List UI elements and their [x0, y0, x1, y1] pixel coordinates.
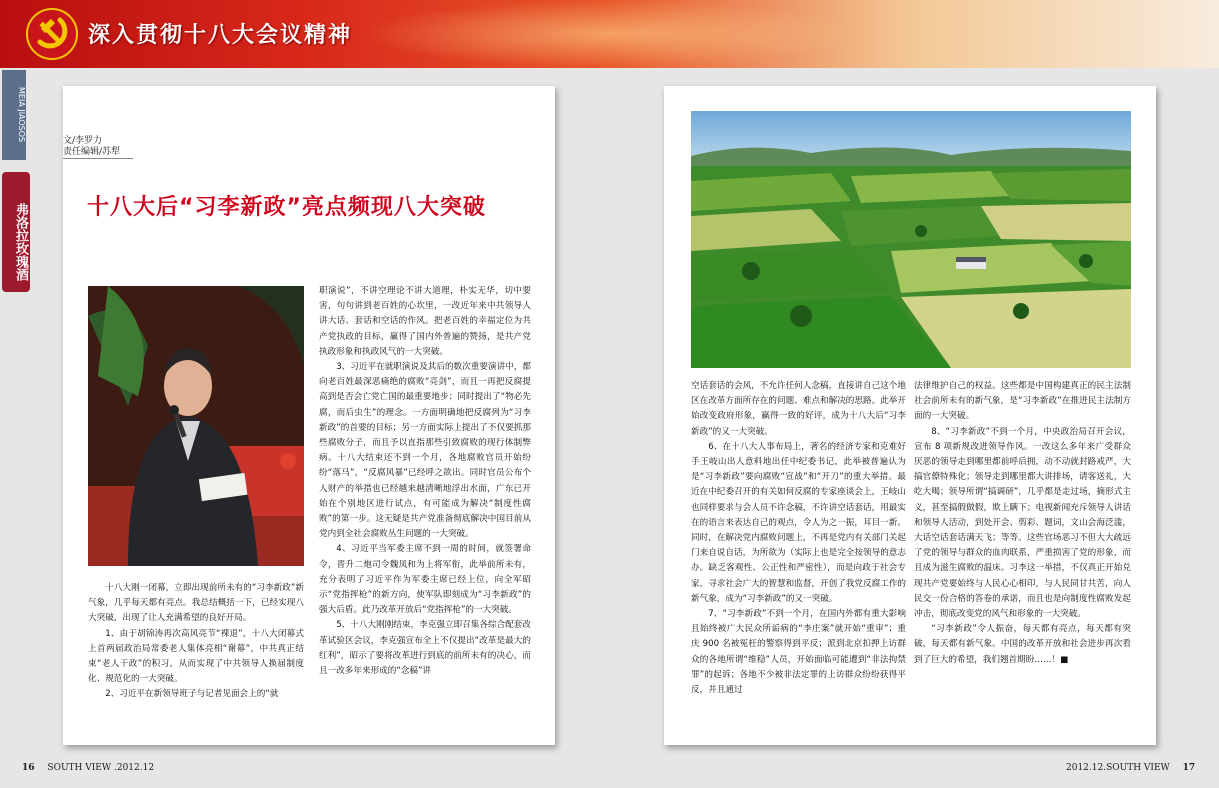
- column-side-tab: 弗洛拉玫瑰酒: [2, 172, 30, 292]
- paragraph: 8、“习李新政”不到一个月，中央政治局召开会议，宣布 8 项新规改进领导作风。一改这么多年来广受群众厌恶的领导走到哪里都前呼后拥，动不动就封路戒严，大搞官僚特殊化；领导走到哪里都大讲排场，请客送礼，大吃大喝；领导所谓“搞调研”，几乎都是走过场，摘形式主义，甚至搞假做假，欺上瞒下；电视新闻充斥领导人讲话和领导人活动，到处开会、剪彩、题词，文山会海泛滥，大话空话套话满天飞；等等。这些官场恶习不但大大疏远了党的领导与群众的血肉联系，严重损害了党的形象，而且成为滋生腐败的温床。习李这一举措，不仅真正开始兑现共产党要始终与人民心心相印，与人民同甘共苦，向人民交一份合格的答卷的承诺，而且也是向制度性腐败发起冲击，彻底改变党的风气和形象的一大突破。: [914, 426, 1131, 620]
- paragraph: 法律维护自己的权益。这些都是中国构建真正的民主法制社会前所未有的新气象，是“习李新政”在推进民主法制方面的一大突破。: [914, 381, 1131, 422]
- paragraph: 职演说”，不讲空理论不讲大道理，朴实无华，切中要害，句句讲到老百姓的心坎里，一改近年来中共领导人讲大话、套话和空话的作风。把老百姓的幸福定位为共产党执政的目标，赢得了国内外普遍的赞扬，是共产党执政形象和执政风气的一大突破。: [319, 286, 531, 357]
- paragraph: 3、习近平在就职演说及其后的数次重要演讲中，都向老百姓最深恶痛绝的腐败“亮剑”，而且一再把反腐提高到是否会亡党亡国的最重要地步；同时提出了“物必先腐，而后虫生”的理念。一方面明确地把反腐列为“习李新政”的首要的目标；另一方面实际上提出了不仅要抓那些腐败分子，而且予以直指那些引致腐败的现行体制弊病。十八大结束还不到一个月，各地腐败官员开始纷纷“落马”，“反腐风暴”已经呼之欲出。同时官员公布个人财产的举措也已经越来越清晰地浮出水面，广东已开始在个别地区进行试点，有可能成为解决“制度性腐败”的第一步。这无疑是共产党准备彻底解决中国目前从党内到全社会腐败丛生问题的一大突破。: [319, 362, 531, 540]
- left-magazine-name: SOUTH VIEW .2012.12: [47, 763, 155, 773]
- right-page-number: 17: [1182, 763, 1196, 773]
- farmland-illustration: [691, 111, 1131, 368]
- banner-title: 深入贯彻十八大会议精神: [88, 23, 353, 48]
- left-page-number: 16: [22, 763, 35, 773]
- paragraph: 十八大刚一闭幕，立即出现前所未有的“习李新政”新气象，几乎每天都有亮点。我总结概括一下，已经实现八大突破，出现了让人充满希望的良好开局。: [88, 583, 304, 624]
- right-column-2: [914, 379, 1131, 668]
- left-page: [63, 86, 555, 745]
- paragraph: 4、习近平当军委主席不到一周的时间，就签署命令，晋升二炮司令魏凤和为上将军衔，此举前所未有，充分表明了习近平作为军委主席已经上位，向全军昭示“党指挥枪”的新方向，使军队即刻成为“习李新政”的强大后盾。此乃改革开放后“党指挥枪”的一大突破。: [319, 544, 531, 616]
- speaker-photo: [88, 286, 304, 566]
- article-headline: 十八大后“习李新政”亮点频现八大突破: [87, 195, 486, 220]
- editor: 责任编辑/苏犁: [63, 147, 121, 157]
- paragraph: 6、在十八大人事布局上，著名的经济专家和克难好手王岐山出人意料地出任中纪委书记，此举被普遍认为是“习李新政”要向腐败“宣战”和“开刀”的重大举措。最近在中纪委召开的有关如何反腐的专家座谈会上，王岐山也同样要求与会人员不许念稿，不许讲空话套话，用最实在的语言来表达自己的观点，令人为之一振，耳目一新。同时，在解决党内腐败问题上，不再是党内有关部门关起门来自说自话，为所欲为（实际上也是完全按领导的意志办。缺乏客观性、公正性和严密性），而是向政于社会专家，寻求社会广大的智慧和监督，开创了我党反腐工作的新气象，成为“习李新政”的又一突破。: [691, 441, 906, 604]
- right-column-1: [691, 379, 906, 698]
- paragraph: 7、“习李新政”不到一个月，在国内外都有重大影响且始终被广大民众所诟病的“李庄案”就开始“重审”；重庆 900 名被冤枉的警察得到平反；派到北京扣押上访群众的各地所谓“维稳”人员，开始面临可能遭到“非法拘禁罪”的起诉；各地不少被非法定罪的上访群众纷纷获得平反，并且通过: [691, 609, 906, 696]
- hammer-sickle-emblem-icon: [24, 6, 80, 62]
- right-magazine-name: 2012.12.SOUTH VIEW: [1066, 763, 1170, 773]
- paragraph: 2、习近平在新领导班子与记者见面会上的“就: [105, 689, 279, 700]
- left-column-1: [88, 581, 304, 703]
- author: 文/李罗力: [63, 136, 103, 146]
- paragraph: 1、由于胡锦涛再次高风亮节“裸退”，十八大闭幕式上首两届政治局常委老人集体亮相“谢幕”，中共真正结束“老人干政”的积习，从而实现了中共领导人换届制度化、规范化的一大突破。: [88, 628, 304, 685]
- paragraph: 5、十八大刚刚结束，李克强立即召集各综合配套改革试验区会议，李克强宣布全上不仅提出“改革是最大的红利”，昭示了要将改革进行到底的前所未有的决心，而且一改多年来形成的“念稿”讲: [319, 620, 531, 677]
- left-column-2: [319, 284, 531, 679]
- left-footer: [22, 763, 154, 773]
- paragraph: “习李新政”令人振奋，每天都有亮点，每天都有突破，每天都有新气象。中国的改革开放和社会进步再次看到了巨大的希望，我们翘首期盼……！■: [914, 624, 1131, 665]
- header-banner: [0, 0, 1219, 68]
- paragraph: 空话套话的会风，不允许任何人念稿，直接讲自己这个地区在改革方面所存在的问题、难点和解决的思路。此举开始改变政府形象，赢得一致的好评，成为十八大后“习李新政”的又一大突破。: [691, 381, 906, 437]
- right-page: [664, 86, 1156, 745]
- right-footer: [1066, 763, 1195, 773]
- speaker-photo-illustration: [88, 286, 304, 566]
- banner-glow: [360, 0, 860, 68]
- section-side-tab: MEIA JIAOSOS: [2, 70, 26, 160]
- landscape-photo: [691, 111, 1131, 368]
- byline: [63, 136, 133, 159]
